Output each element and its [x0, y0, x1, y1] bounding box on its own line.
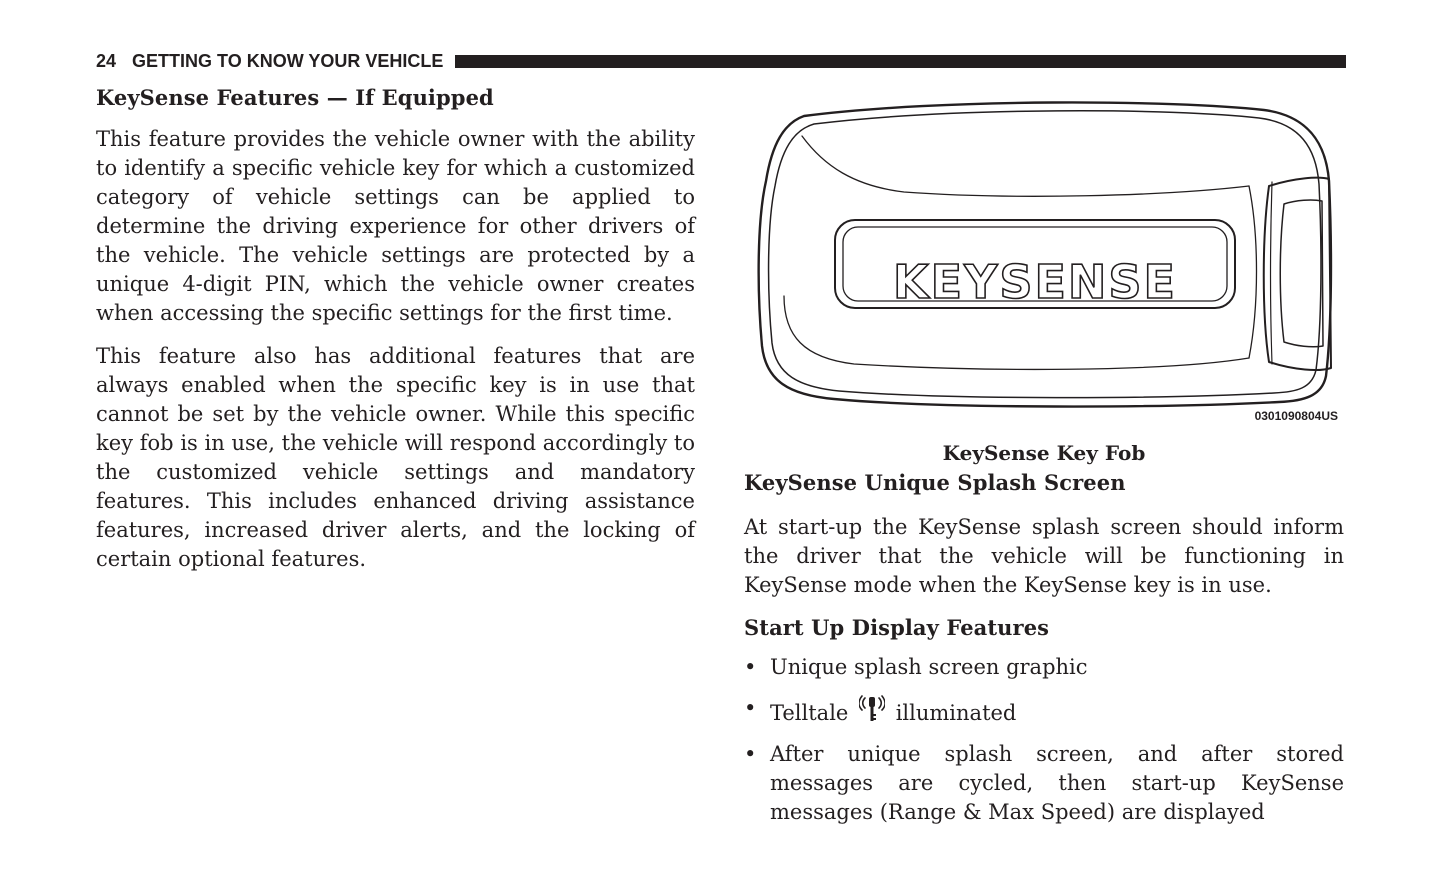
key-fob-figure	[744, 96, 1344, 436]
chapter-title: GETTING TO KNOW YOUR VEHICLE	[132, 50, 444, 71]
paragraph-additional-features: This feature also has additional features that are always enabled when the specific key is in use that cannot be set by the vehicle owner. While this specific key fob is in use, the vehicle will respond accordingly to the customized vehicle settings and mandatory features. This includes enhanced driving assistance features, increased driver alerts, and the locking of certain optional features.	[96, 344, 695, 571]
page-number: 24	[96, 50, 117, 71]
bullet: •	[744, 655, 757, 679]
list-item	[744, 653, 1344, 682]
figure-caption: KeySense Key Fob	[942, 441, 1146, 465]
bullet: •	[744, 742, 757, 766]
right-column	[744, 96, 1344, 839]
section-heading-startup-display: Start Up Display Features	[744, 615, 1050, 640]
keysense-telltale-icon	[859, 694, 885, 724]
section-heading-splash-screen: KeySense Unique Splash Screen	[744, 470, 1126, 495]
figure-code: 0301090804US	[1254, 409, 1338, 423]
list-item-text-after: illuminated	[895, 701, 1017, 725]
list-item-text: After unique splash screen, and after stored messages are cycled, then start-up KeySense messages (Range & Max Speed) are displayed	[770, 742, 1344, 824]
fob-logo-text: KEYSENSE	[893, 255, 1177, 309]
list-item	[744, 694, 1344, 728]
list-item-text-before: Telltale	[770, 701, 849, 725]
paragraph-splash-screen: At start-up the KeySense splash screen should inform the driver that the vehicle will be functioning in KeySense mode when the KeySense key is in use.	[744, 515, 1344, 597]
section-heading-keysense-features: KeySense Features — If Equipped	[96, 85, 494, 110]
list-item-text: Unique splash screen graphic	[770, 655, 1088, 679]
list-item	[744, 740, 1344, 827]
paragraph-feature-description: This feature provides the vehicle owner with the ability to identify a specific vehicle key for which a customized category of vehicle settings can be applied to determine the driving experience for other drivers of the vehicle. The vehicle settings are protected by a unique 4-digit PIN, which the vehicle owner creates when accessing the specific settings for the first time.	[96, 127, 695, 325]
key-fob-illustration-icon	[744, 96, 1344, 426]
startup-features-list	[744, 653, 1344, 827]
header-rule	[455, 55, 1346, 68]
bullet: •	[744, 696, 757, 720]
left-column	[96, 84, 695, 574]
page-header	[96, 50, 1346, 72]
